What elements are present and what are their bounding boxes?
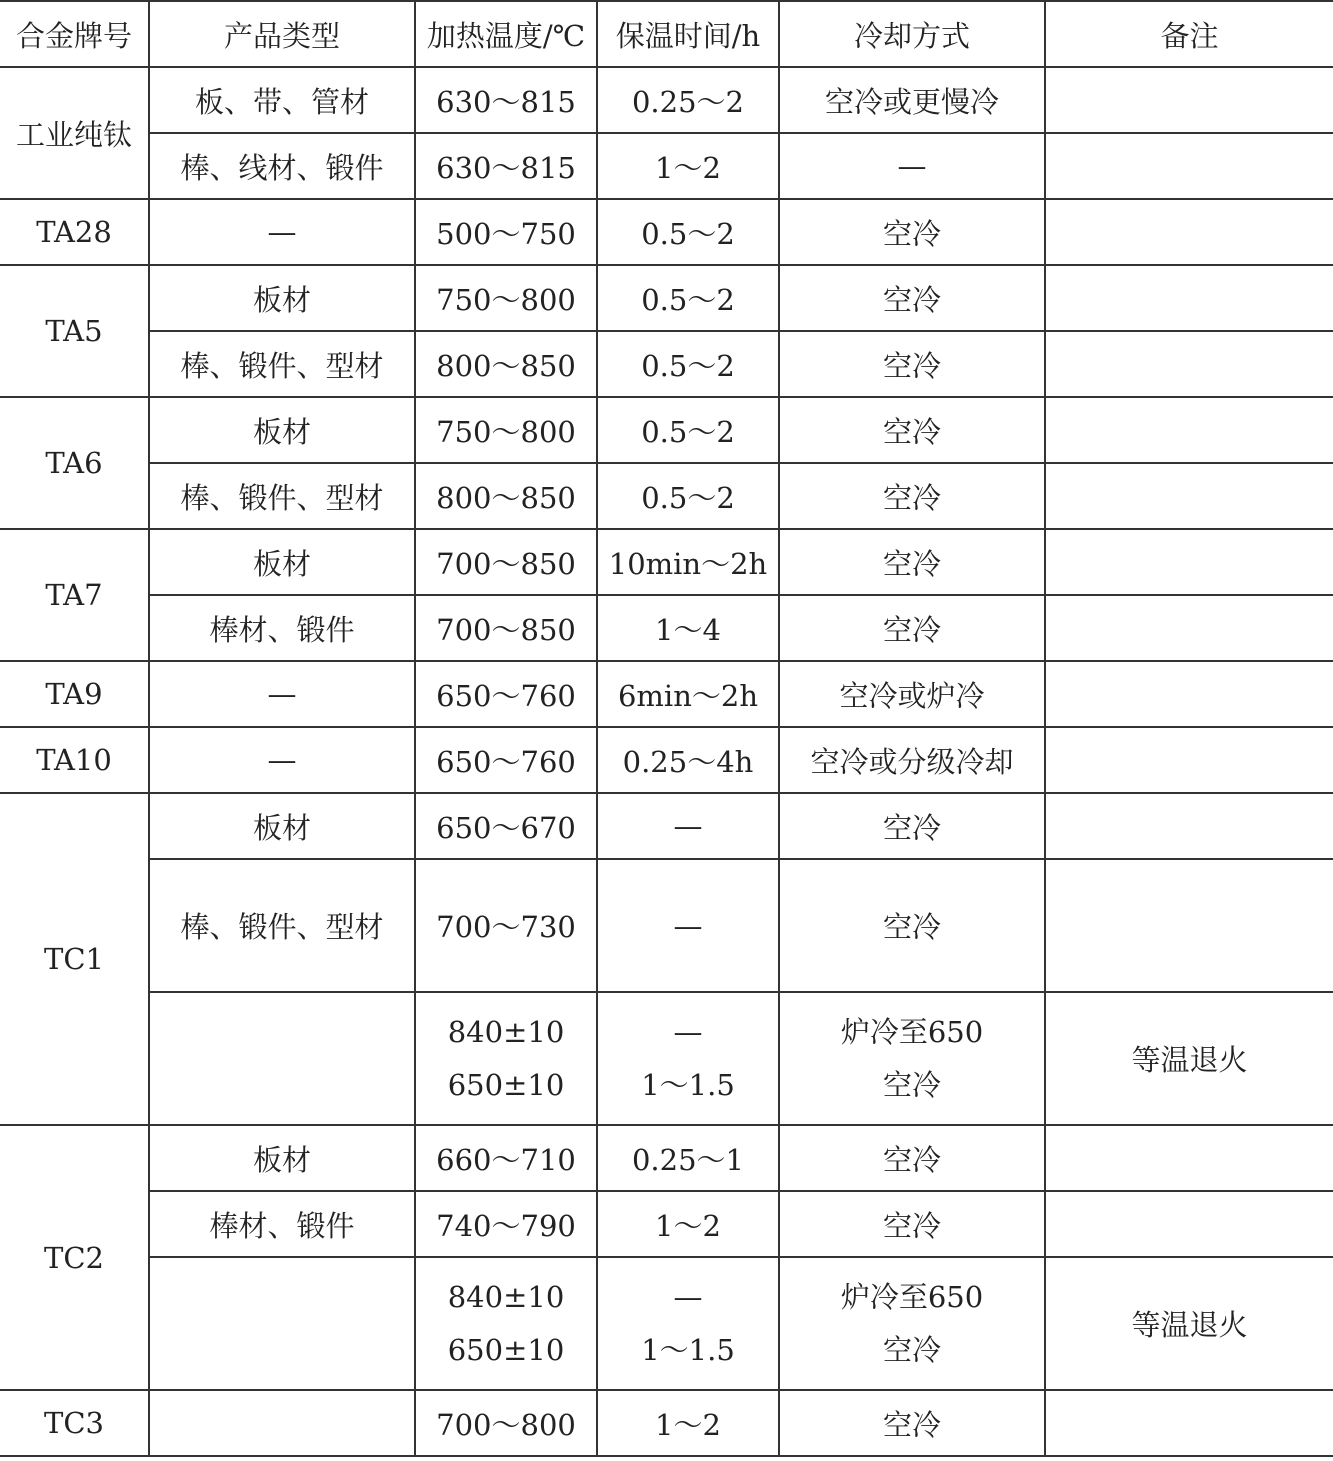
cooling-cell: 空冷或分级冷却 (779, 727, 1045, 793)
time-cell: 0.5～2 (597, 331, 779, 397)
table-row (0, 199, 1333, 265)
temp-cell: 750～800 (415, 265, 597, 331)
cooling-line: 空冷 (882, 1332, 941, 1367)
product-cell: 板、带、管材 (149, 67, 415, 133)
time-line: 1～1.5 (641, 1067, 735, 1102)
table-row (0, 992, 1333, 1125)
temp-line: 840±10 (447, 1014, 565, 1049)
table-row (0, 1390, 1333, 1456)
note-cell: 等温退火 (1045, 992, 1333, 1125)
time-cell: 1～2 (597, 1390, 779, 1456)
header-temp: 加热温度/℃ (415, 1, 597, 67)
alloy-cell: TA5 (0, 265, 149, 397)
header-time: 保温时间/h (597, 1, 779, 67)
time-cell: 0.5～2 (597, 397, 779, 463)
cooling-cell: 空冷或炉冷 (779, 661, 1045, 727)
table-row (0, 67, 1333, 133)
cooling-cell: 空冷 (779, 199, 1045, 265)
product-cell: — (149, 661, 415, 727)
time-cell (597, 1257, 779, 1390)
temp-cell (415, 1257, 597, 1390)
temp-cell: 750～800 (415, 397, 597, 463)
product-cell: 板材 (149, 1125, 415, 1191)
cooling-line: 炉冷至650 (840, 1014, 984, 1049)
alloy-cell: TA10 (0, 727, 149, 793)
header-alloy: 合金牌号 (0, 1, 149, 67)
table-row (0, 463, 1333, 529)
table-row (0, 133, 1333, 199)
time-cell: 0.5～2 (597, 463, 779, 529)
product-cell: 板材 (149, 265, 415, 331)
time-cell: 0.25～4h (597, 727, 779, 793)
header-row (0, 1, 1333, 67)
table-row (0, 661, 1333, 727)
temp-cell: 650～760 (415, 661, 597, 727)
header-note: 备注 (1045, 1, 1333, 67)
time-cell (597, 992, 779, 1125)
cooling-cell: 空冷 (779, 793, 1045, 859)
cooling-line: 空冷 (882, 1067, 941, 1102)
cooling-cell: 空冷 (779, 331, 1045, 397)
note-cell (1045, 1125, 1333, 1191)
cooling-cell: 空冷 (779, 1125, 1045, 1191)
product-cell: 板材 (149, 529, 415, 595)
product-cell: 板材 (149, 397, 415, 463)
product-cell: 棒、锻件、型材 (149, 859, 415, 992)
note-cell (1045, 1191, 1333, 1257)
time-cell: — (597, 793, 779, 859)
time-line: — (673, 1279, 703, 1314)
temp-line: 650±10 (447, 1332, 565, 1367)
table-row (0, 331, 1333, 397)
note-cell (1045, 859, 1333, 992)
table-row (0, 1191, 1333, 1257)
temp-line: 650±10 (447, 1067, 565, 1102)
time-cell: 10min～2h (597, 529, 779, 595)
time-line: — (673, 1014, 703, 1049)
cooling-cell: 空冷 (779, 397, 1045, 463)
alloy-cell: TA28 (0, 199, 149, 265)
alloy-cell: TC3 (0, 1390, 149, 1456)
table-row (0, 1257, 1333, 1390)
cooling-cell: 空冷 (779, 1191, 1045, 1257)
temp-cell: 500～750 (415, 199, 597, 265)
cooling-cell: 空冷 (779, 859, 1045, 992)
product-cell (149, 992, 415, 1125)
note-cell (1045, 463, 1333, 529)
alloy-cell: TA9 (0, 661, 149, 727)
time-cell: 0.25～2 (597, 67, 779, 133)
temp-cell: 660～710 (415, 1125, 597, 1191)
cooling-cell: 空冷 (779, 265, 1045, 331)
product-cell: 棒材、锻件 (149, 595, 415, 661)
product-cell: 棒、线材、锻件 (149, 133, 415, 199)
temp-line: 840±10 (447, 1279, 565, 1314)
header-product: 产品类型 (149, 1, 415, 67)
note-cell (1045, 529, 1333, 595)
table-row (0, 793, 1333, 859)
cooling-cell: 空冷 (779, 529, 1045, 595)
note-cell (1045, 793, 1333, 859)
product-cell (149, 1257, 415, 1390)
cooling-cell: — (779, 133, 1045, 199)
note-cell (1045, 265, 1333, 331)
time-cell: 1～2 (597, 1191, 779, 1257)
temp-cell: 700～850 (415, 529, 597, 595)
cooling-cell: 空冷 (779, 595, 1045, 661)
product-cell: 棒、锻件、型材 (149, 463, 415, 529)
time-cell: 1～2 (597, 133, 779, 199)
temp-cell: 740～790 (415, 1191, 597, 1257)
product-cell: 棒材、锻件 (149, 1191, 415, 1257)
note-cell (1045, 133, 1333, 199)
time-cell: 6min～2h (597, 661, 779, 727)
product-cell: — (149, 727, 415, 793)
alloy-cell: TC1 (0, 793, 149, 1125)
product-cell (149, 1390, 415, 1456)
table-row (0, 397, 1333, 463)
table-row (0, 265, 1333, 331)
temp-cell: 700～800 (415, 1390, 597, 1456)
cooling-cell: 空冷或更慢冷 (779, 67, 1045, 133)
time-cell: — (597, 859, 779, 992)
table-row (0, 859, 1333, 992)
cooling-cell: 空冷 (779, 1390, 1045, 1456)
note-cell: 等温退火 (1045, 1257, 1333, 1390)
temp-cell: 650～760 (415, 727, 597, 793)
product-cell: 板材 (149, 793, 415, 859)
table-row (0, 727, 1333, 793)
temp-cell: 630～815 (415, 67, 597, 133)
note-cell (1045, 397, 1333, 463)
product-cell: — (149, 199, 415, 265)
cooling-cell (779, 1257, 1045, 1390)
cooling-line: 炉冷至650 (840, 1279, 984, 1314)
time-cell: 1～4 (597, 595, 779, 661)
temp-cell: 800～850 (415, 331, 597, 397)
note-cell (1045, 199, 1333, 265)
alloy-cell: TC2 (0, 1125, 149, 1390)
note-cell (1045, 67, 1333, 133)
temp-cell: 630～815 (415, 133, 597, 199)
time-cell: 0.5～2 (597, 199, 779, 265)
temp-cell: 700～730 (415, 859, 597, 992)
product-cell: 棒、锻件、型材 (149, 331, 415, 397)
alloy-cell: 工业纯钛 (0, 67, 149, 199)
table-row (0, 595, 1333, 661)
note-cell (1045, 595, 1333, 661)
time-cell: 0.25～1 (597, 1125, 779, 1191)
header-cooling: 冷却方式 (779, 1, 1045, 67)
alloy-cell: TA7 (0, 529, 149, 661)
note-cell (1045, 1390, 1333, 1456)
temp-cell: 650～670 (415, 793, 597, 859)
note-cell (1045, 331, 1333, 397)
temp-cell: 800～850 (415, 463, 597, 529)
note-cell (1045, 661, 1333, 727)
cooling-cell (779, 992, 1045, 1125)
table-row (0, 1125, 1333, 1191)
table-row (0, 529, 1333, 595)
note-cell (1045, 727, 1333, 793)
temp-cell (415, 992, 597, 1125)
time-cell: 0.5～2 (597, 265, 779, 331)
time-line: 1～1.5 (641, 1332, 735, 1367)
alloy-cell: TA6 (0, 397, 149, 529)
temp-cell: 700～850 (415, 595, 597, 661)
cooling-cell: 空冷 (779, 463, 1045, 529)
